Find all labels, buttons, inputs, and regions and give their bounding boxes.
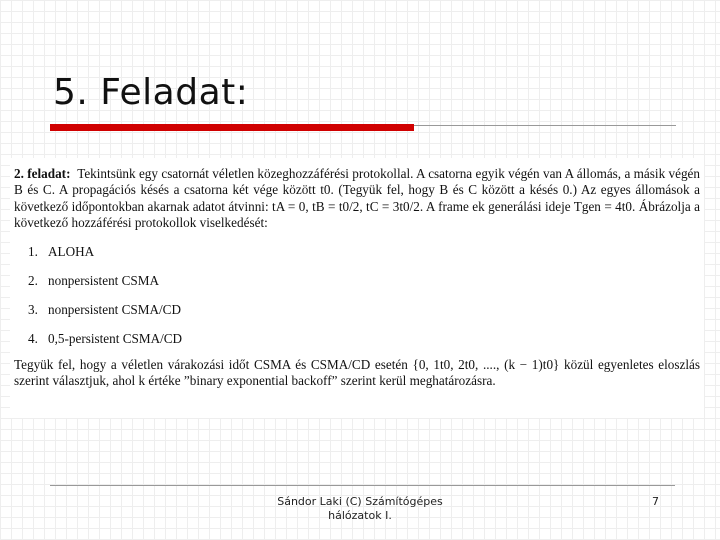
protocol-list-item [28, 295, 700, 324]
title-underline-rule [414, 125, 676, 126]
page-number: 7 [652, 495, 659, 508]
list-item-text: nonpersistent CSMA/CD [48, 302, 181, 318]
list-item-number: 4. [28, 331, 38, 347]
footer-divider [50, 485, 675, 486]
list-item-text: ALOHA [48, 244, 95, 260]
footer-credit-line-2: hálózatok I. [328, 509, 392, 522]
protocol-list-item [28, 237, 700, 266]
exercise-label: 2. feladat: [14, 166, 71, 181]
footer-credit [250, 495, 470, 523]
protocol-list [14, 237, 700, 353]
exercise-note: Tegyük fel, hogy a véletlen várakozási időt CSMA és CSMA/CD esetén {0, 1t0, 2t0, ...., (k − 1)t0} közül egyenletes eloszlás szerint választjuk, ahol k értéke ”binary exponential backoff” szerint kerül meghatározásra. [14, 357, 700, 389]
protocol-list-item [28, 324, 700, 353]
slide-title: 5. Feladat: [53, 72, 249, 113]
list-item-number: 1. [28, 244, 38, 260]
exercise-intro [14, 166, 700, 231]
exercise-intro-text: Tekintsünk egy csatornát véletlen közeghozzáférési protokollal. A csatorna egyik végén van A állomás, a másik végén B és C. A propagációs késés a csatorna két vége között t0. (Tegyük fel, hogy B és C között a késés 0.) Az egyes állomások a következő időpontokban akarnak adatot átvinni: tA = 0, tB = t0/2, tC = 3t0/2. A frame ek generálási ideje Tgen = 4t0. Ábrázolja a következő hozzáférési protokollok viselkedését: [14, 166, 701, 230]
protocol-list-item [28, 266, 700, 295]
list-item-number: 3. [28, 302, 38, 318]
exercise-excerpt [10, 158, 704, 418]
list-item-text: nonpersistent CSMA [48, 273, 159, 289]
list-item-number: 2. [28, 273, 38, 289]
title-underline-accent [50, 124, 414, 131]
list-item-text: 0,5-persistent CSMA/CD [48, 331, 183, 347]
footer-credit-line-1: Sándor Laki (C) Számítógépes [277, 495, 443, 508]
